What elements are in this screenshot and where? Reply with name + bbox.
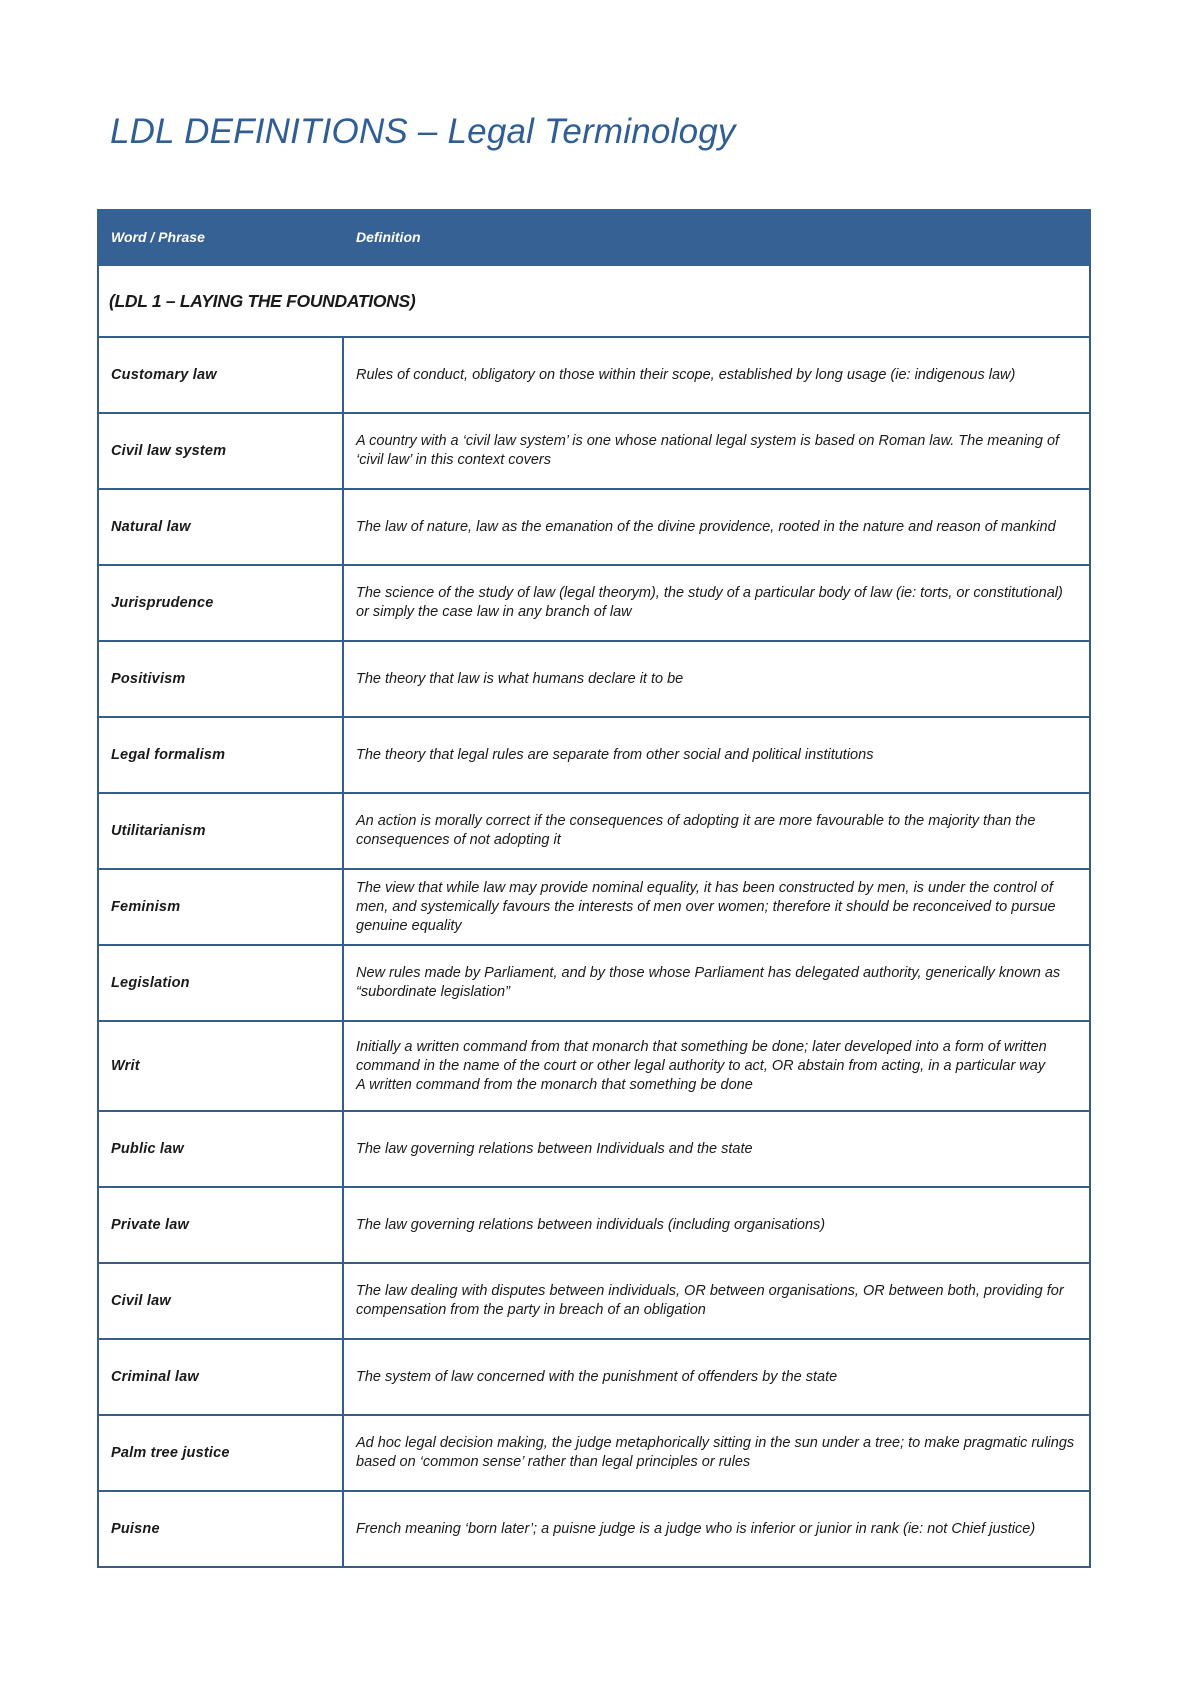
- term-cell: Civil law system: [98, 413, 343, 489]
- section-row: [98, 265, 1090, 337]
- table-row: [98, 1339, 1090, 1415]
- definition-cell: Ad hoc legal decision making, the judge metaphorically sitting in the sun under a tree; to make pragmatic rulings based on ‘common sense’ rather than legal principles or rules: [343, 1415, 1090, 1491]
- table-row: [98, 1111, 1090, 1187]
- term-cell: Customary law: [98, 337, 343, 413]
- table-row: [98, 641, 1090, 717]
- definition-cell: French meaning ‘born later’; a puisne judge is a judge who is inferior or junior in rank (ie: not Chief justice): [343, 1491, 1090, 1567]
- table-row: [98, 1263, 1090, 1339]
- definition-text-extra: A written command from the monarch that something be done: [356, 1076, 753, 1093]
- table-row: [98, 1415, 1090, 1491]
- table-row: [98, 413, 1090, 489]
- table-row: [98, 1187, 1090, 1263]
- term-cell: Feminism: [98, 869, 343, 945]
- table-row: [98, 869, 1090, 945]
- header-row: [98, 210, 1090, 265]
- term-cell: Criminal law: [98, 1339, 343, 1415]
- table-row: [98, 1491, 1090, 1567]
- table-body: [98, 265, 1090, 1567]
- term-cell: Private law: [98, 1187, 343, 1263]
- definition-cell: Rules of conduct, obligatory on those within their scope, established by long usage (ie: indigenous law): [343, 337, 1090, 413]
- table-row: [98, 793, 1090, 869]
- definition-cell: The law dealing with disputes between individuals, OR between organisations, OR between both, providing for compensation from the party in breach of an obligation: [343, 1263, 1090, 1339]
- column-header-word: Word / Phrase: [98, 210, 343, 265]
- definition-cell: New rules made by Parliament, and by those whose Parliament has delegated authority, generically known as “subordinate legislation”: [343, 945, 1090, 1021]
- definition-cell: The theory that law is what humans declare it to be: [343, 641, 1090, 717]
- column-header-definition: Definition: [343, 210, 1090, 265]
- term-cell: Civil law: [98, 1263, 343, 1339]
- definitions-table: [97, 209, 1091, 1568]
- term-cell: Writ: [98, 1021, 343, 1111]
- definition-cell: The law governing relations between Individuals and the state: [343, 1111, 1090, 1187]
- definition-cell: The system of law concerned with the punishment of offenders by the state: [343, 1339, 1090, 1415]
- term-cell: Legislation: [98, 945, 343, 1021]
- table-row: [98, 337, 1090, 413]
- term-cell: Public law: [98, 1111, 343, 1187]
- definition-cell: The theory that legal rules are separate from other social and political institutions: [343, 717, 1090, 793]
- term-cell: Natural law: [98, 489, 343, 565]
- definition-cell: A country with a ‘civil law system’ is one whose national legal system is based on Roman law. The meaning of ‘civil law’ in this context covers: [343, 413, 1090, 489]
- definition-cell: The law governing relations between individuals (including organisations): [343, 1187, 1090, 1263]
- definition-cell: An action is morally correct if the consequences of adopting it are more favourable to the majority than the consequences of not adopting it: [343, 793, 1090, 869]
- definition-cell: [343, 1021, 1090, 1111]
- term-cell: Positivism: [98, 641, 343, 717]
- table-header: [98, 210, 1090, 265]
- page-title: LDL DEFINITIONS – Legal Terminology: [110, 112, 736, 151]
- table-row: [98, 945, 1090, 1021]
- term-cell: Utilitarianism: [98, 793, 343, 869]
- table-row: [98, 565, 1090, 641]
- definition-text: Initially a written command from that monarch that something be done; later developed into a form of written command in the name of the court or other legal authority to act, OR abstain from acting, in a particular way: [356, 1038, 1047, 1074]
- table-row: [98, 1021, 1090, 1111]
- definition-cell: The law of nature, law as the emanation of the divine providence, rooted in the nature and reason of mankind: [343, 489, 1090, 565]
- term-cell: Puisne: [98, 1491, 343, 1567]
- table-row: [98, 489, 1090, 565]
- term-cell: Palm tree justice: [98, 1415, 343, 1491]
- table-row: [98, 717, 1090, 793]
- section-heading: (LDL 1 – LAYING THE FOUNDATIONS): [98, 265, 1090, 337]
- definition-cell: The science of the study of law (legal theorym), the study of a particular body of law (ie: torts, or constitutional) or simply the case law in any branch of law: [343, 565, 1090, 641]
- term-cell: Legal formalism: [98, 717, 343, 793]
- definition-cell: The view that while law may provide nominal equality, it has been constructed by men, is under the control of men, and systemically favours the interests of men over women; therefore it should be reconceived to pursue genuine equality: [343, 869, 1090, 945]
- term-cell: Jurisprudence: [98, 565, 343, 641]
